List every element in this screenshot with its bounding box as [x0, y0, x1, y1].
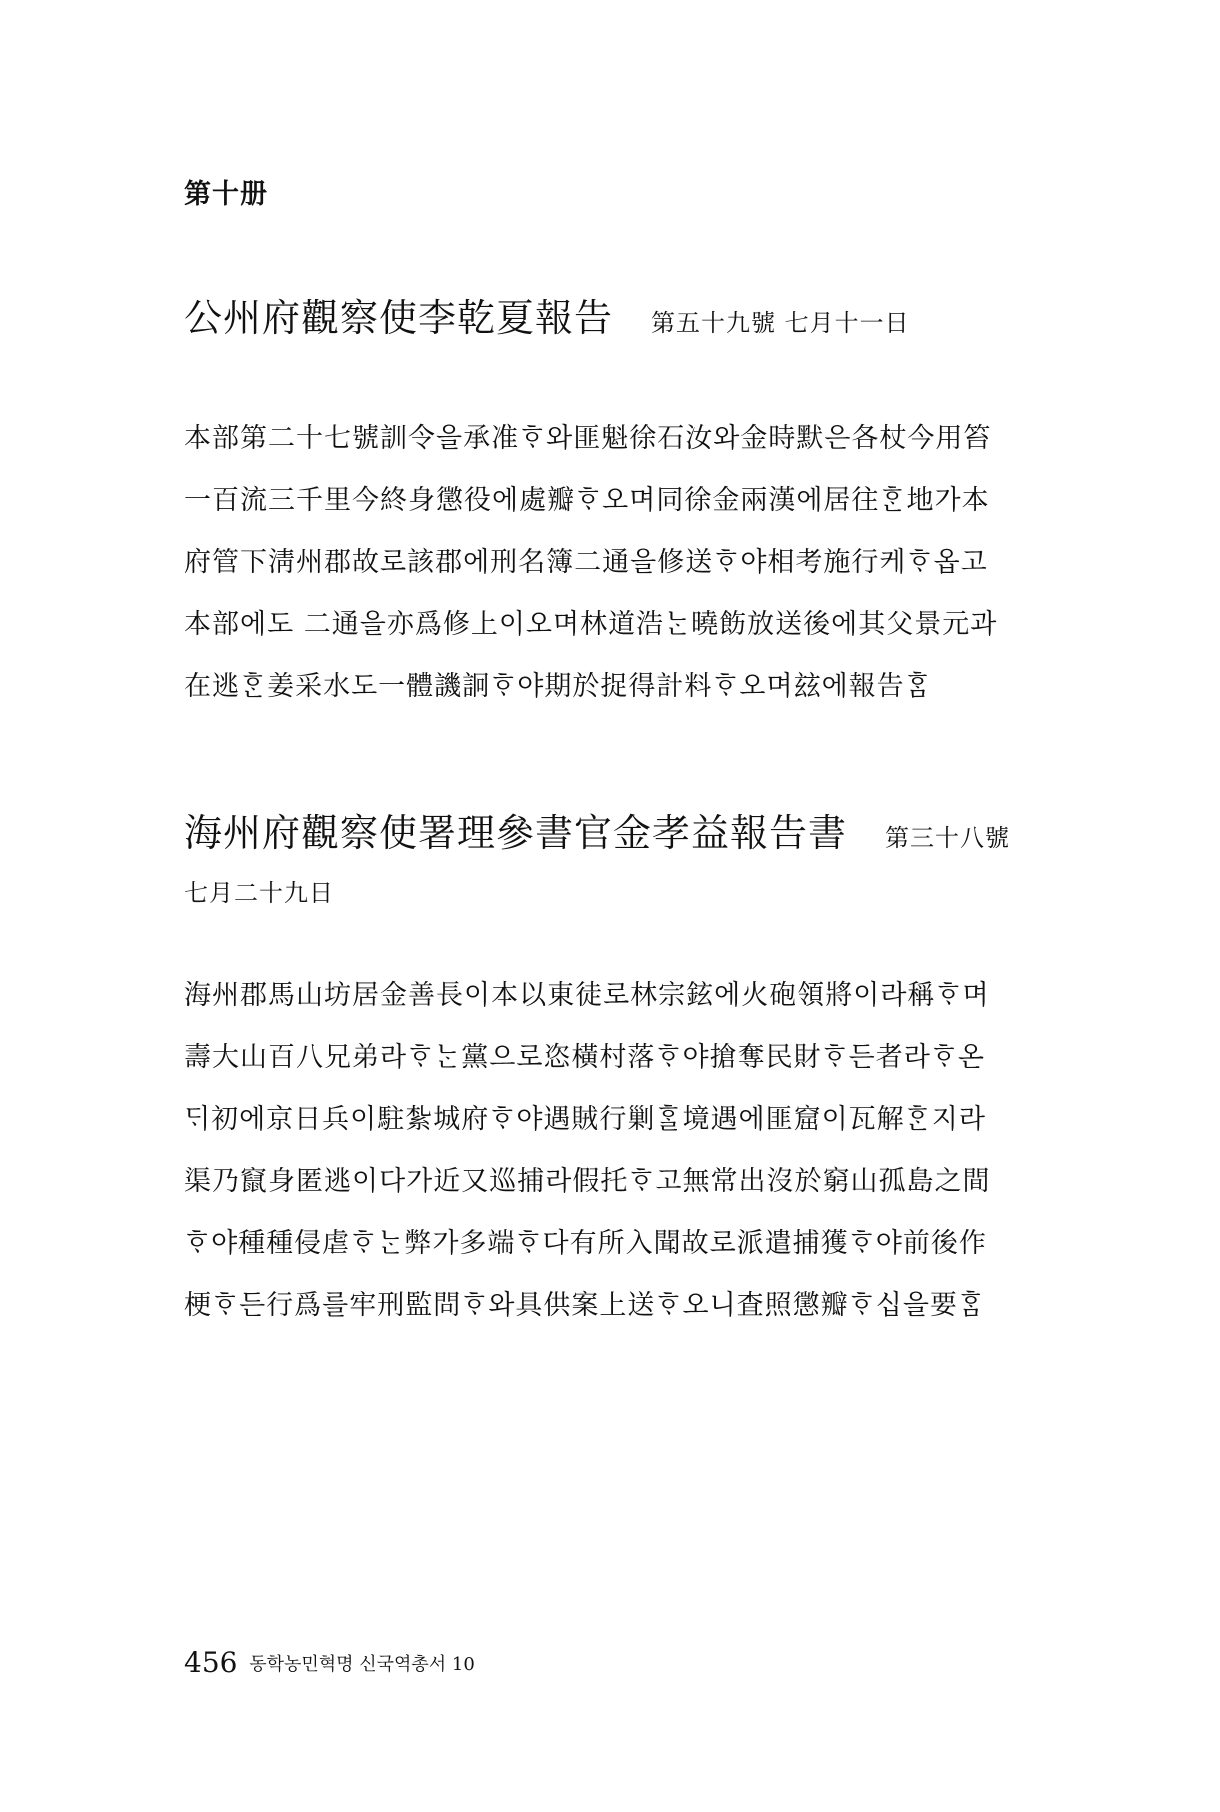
text-line: 本部에도 二通을亦爲修上이오며林道浩ᄂᆞᆫ曉飭放送後에其父景元과	[184, 609, 998, 640]
report-section-1	[184, 290, 1034, 718]
report-body	[184, 408, 1034, 718]
text-line: 壽大山百八兄弟라ᄒᆞᄂᆞᆫ黨으로恣橫村落ᄒᆞ야搶奪民財ᄒᆞ든者라ᄒᆞ온	[184, 1042, 985, 1073]
report-heading	[184, 290, 1034, 354]
report-reference: 第三十八號	[885, 824, 1011, 852]
text-line: 本部第二十七號訓令을承准ᄒᆞ와匪魁徐石汝와金時默은各杖今用笞	[184, 423, 992, 454]
volume-title: 第十册	[184, 179, 268, 210]
report-title: 公州府觀察使李乾夏報告	[184, 296, 614, 340]
page-footer	[184, 1646, 475, 1679]
report-date: 七月二十九日	[184, 879, 334, 907]
report-heading	[184, 805, 1034, 869]
text-line: 府管下淸州郡故로該郡에刑名簿二通을修送ᄒᆞ야相考施行케ᄒᆞ옵고	[184, 547, 988, 578]
text-line: 梗ᄒᆞ든行爲를牢刑監問ᄒᆞ와具供案上送ᄒᆞ오니査照懲瓣ᄒᆞ십을要ᄒᆞᆷ	[184, 1290, 985, 1321]
text-line: 一百流三千里今終身懲役에處瓣ᄒᆞ오며同徐金兩漢에居往ᄒᆞᆫ地가本	[184, 485, 990, 516]
report-title: 海州府觀察使署理參書官金孝益報告書	[184, 811, 848, 855]
text-line: ᄒᆞ야種種侵虐ᄒᆞᄂᆞᆫ弊가多端ᄒᆞ다有所入聞故로派遣捕獲ᄒᆞ야前後作	[184, 1228, 987, 1259]
report-reference: 第五十九號 七月十一日	[651, 309, 910, 337]
text-line: 海州郡馬山坊居金善長이本以東徒로林宗鉉에火砲領將이라稱ᄒᆞ며	[184, 980, 990, 1011]
text-line: 在逃ᄒᆞᆫ姜采水도一體譏詗ᄒᆞ야期於捉得計料ᄒᆞ오며玆에報告ᄒᆞᆷ	[184, 671, 932, 702]
report-section-2	[184, 805, 1034, 1337]
text-line: 渠乃竄身匿逃이다가近又巡捕라假托ᄒᆞ고無常出沒於窮山孤島之間	[184, 1166, 991, 1197]
report-body	[184, 965, 1034, 1337]
page-number: 456	[184, 1646, 238, 1679]
series-title: 동학농민혁명 신국역총서 10	[249, 1654, 475, 1675]
text-line: ᄃᆡ初에京日兵이駐紮城府ᄒᆞ야遇賊行剿ᄒᆞᆯ境遇에匪窟이瓦解ᄒᆞᆫ지라	[184, 1104, 986, 1135]
